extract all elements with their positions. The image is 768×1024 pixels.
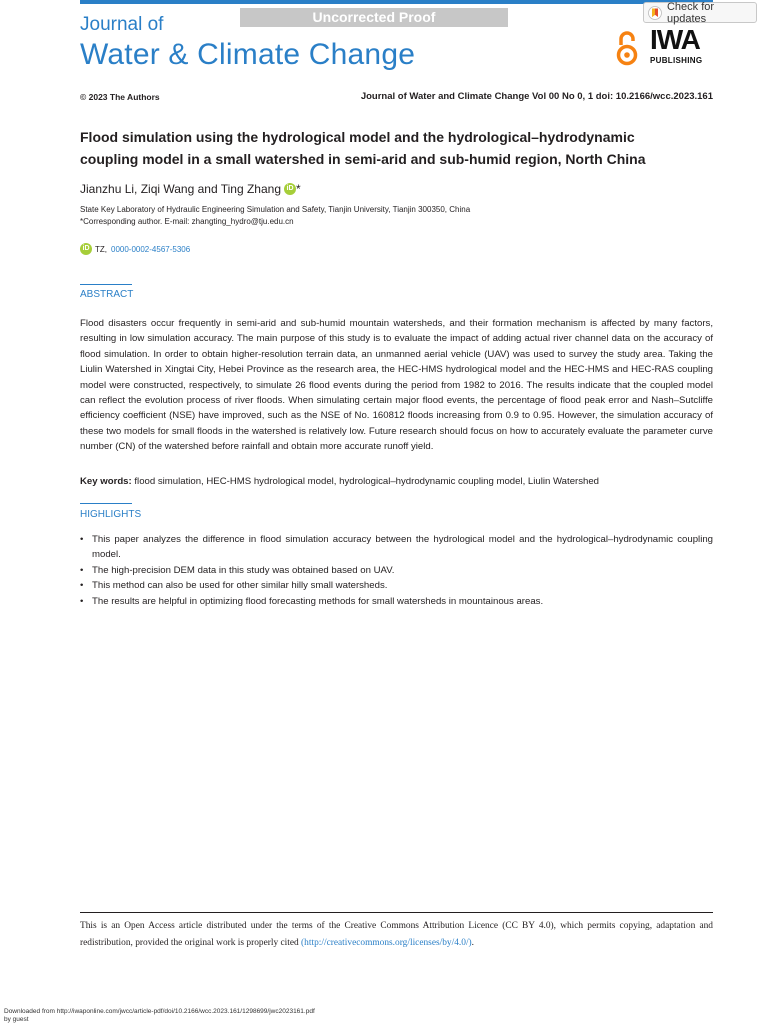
highlight-text: The results are helpful in optimizing flood forecasting methods for small watersheds in mountainous areas. (92, 595, 544, 607)
iwa-logo-text: IWA (650, 24, 700, 55)
keywords-text: flood simulation, HEC-HMS hydrological model, hydrological–hydrodynamic coupling model, Liulin Watershed (134, 476, 600, 487)
license-link[interactable]: (http://creativecommons.org/licenses/by/4.0/) (301, 938, 472, 948)
orcid-icon: iD (80, 243, 92, 255)
license-footer (80, 918, 713, 952)
orcid-link[interactable]: 0000-0002-4567-5306 (111, 244, 191, 254)
article-title (80, 126, 720, 170)
journal-name-prefix: Journal of (80, 14, 164, 35)
highlights-list (80, 532, 713, 609)
license-text: This is an Open Access article distributed under the terms of the Creative Commons Attribution Licence (CC BY 4.0), which permits copying, adaptation and redistribution, provided the original work is properly cited (80, 921, 713, 948)
citation-line: Journal of Water and Climate Change Vol 00 No 0, 1 doi: 10.2166/wcc.2023.161 (360, 91, 713, 102)
author-names: Jianzhu Li, Ziqi Wang and Ting Zhang (80, 182, 282, 196)
highlight-text: The high-precision DEM data in this study was obtained based on UAV. (92, 564, 395, 576)
download-by: by guest (4, 1016, 29, 1023)
corresponding-author-marker: * (296, 182, 301, 196)
journal-name: Water & Climate Change (80, 38, 416, 71)
highlight-text: This paper analyzes the difference in flood simulation accuracy between the hydrological model and the hydrological–hydrodynamic coupling model. (92, 534, 713, 561)
orcid-row (80, 243, 190, 255)
open-access-icon (614, 30, 640, 66)
check-for-updates-button[interactable] (643, 2, 757, 23)
license-end: . (471, 938, 475, 948)
highlight-item (80, 594, 713, 609)
bullet: • (80, 534, 84, 545)
abstract-text: Flood disasters occur frequently in semi-arid and sub-humid mountain watersheds, and their formation mechanism is affected by many factors, resulting in low simulation accuracy. The main purpose of this study is to evaluate the impact of adding actual river channel data on the accuracy of flood simulation. In order to obtain higher-resolution terrain data, an unmanned aerial vehicle (UAV) was used to survey the study area. Taking the Liulin Watershed in Xingtai City, Hebei Province as the research area, the HEC-HMS hydrological model and the HEC-HMS and HEC-RAS coupling model were constructed, respectively, to simulate 26 flood events during the period from 1982 to 2016. The results indicate that the coupled model can reflect the evolution process of river floods. When simulating certain major flood events, the percentage of flood peak error and Nash–Sutcliffe efficiency coefficient (NSE) have improved, such as the NSE of No. 160812 floods increasing from 0.9 to 0.95. However, the simulation accuracy of these two models for small floods in the watershed is relatively low. Future research should focus on how to accurately evaluate the parameter curve number (CN) of the watershed before rainfall and obtain more accurate runoff yield. (80, 318, 713, 453)
keywords-label: Key words: (80, 476, 132, 487)
highlight-item (80, 532, 713, 563)
iwa-publishing-logo (650, 26, 714, 70)
highlights-rule (80, 503, 132, 504)
top-accent-bar (80, 0, 713, 4)
abstract-heading: ABSTRACT (80, 289, 134, 300)
highlight-text: This method can also be used for other similar hilly small watersheds. (92, 580, 388, 592)
corresponding-author-email: *Corresponding author. E-mail: zhangting_hydro@tju.edu.cn (80, 217, 294, 226)
abstract-rule (80, 284, 132, 285)
uncorrected-proof-banner: Uncorrected Proof (240, 8, 508, 27)
download-notice (4, 1008, 315, 1024)
footer-rule (80, 912, 713, 913)
article-title-line: Flood simulation using the hydrological model and the hydrological–hydrodynamic (80, 129, 635, 145)
orcid-icon[interactable]: iD (284, 183, 296, 195)
check-for-updates-label: Check for updates (666, 0, 715, 25)
highlights-heading: HIGHLIGHTS (80, 509, 142, 520)
article-title-line: coupling model in a small watershed in semi-arid and sub-humid region, North China (80, 151, 646, 167)
author-list (80, 182, 301, 196)
iwa-logo-subtext: PUBLISHING (650, 56, 703, 65)
highlight-item (80, 563, 713, 578)
highlight-item (80, 578, 713, 593)
affiliation-block (80, 204, 470, 228)
bullet: • (80, 564, 84, 576)
affiliation: State Key Laboratory of Hydraulic Engineering Simulation and Safety, Tianjin University, Tianjin 300350, China (80, 205, 471, 214)
crossmark-icon (648, 6, 662, 20)
bullet: • (80, 595, 84, 607)
download-url: Downloaded from http://iwaponline.com/jwcc/article-pdf/doi/10.2166/wcc.2023.161/1298699/jwc2023161.pdf (4, 1008, 315, 1015)
keywords (80, 476, 713, 487)
orcid-initials: TZ, (95, 244, 107, 254)
bullet: • (80, 580, 84, 592)
copyright-line: © 2023 The Authors (80, 92, 160, 102)
